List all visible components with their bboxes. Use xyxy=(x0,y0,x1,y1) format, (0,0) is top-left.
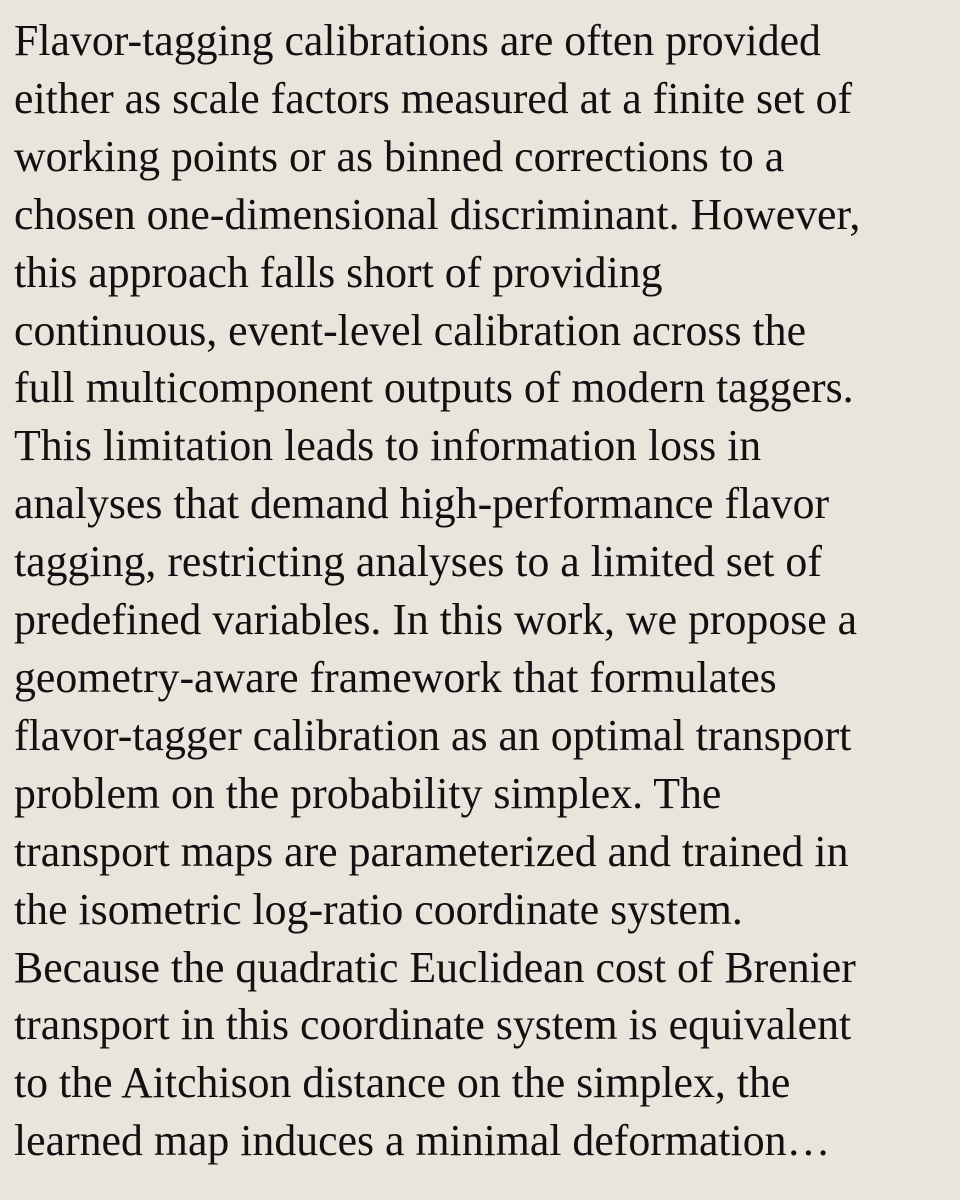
text-line: learned map induces a minimal deformation… xyxy=(14,1116,831,1166)
text-line: Flavor-tagging calibrations are often provided xyxy=(14,16,821,65)
text-line: predefined variables. In this work, we propose a xyxy=(14,595,858,645)
text-line: flavor-tagger calibration as an optimal transport xyxy=(14,710,852,760)
abstract-text-block xyxy=(14,12,954,1170)
text-line: transport maps are parameterized and trained in xyxy=(14,826,849,876)
text-line: geometry-aware framework that formulates xyxy=(14,652,777,702)
text-line: This limitation leads to information loss in xyxy=(14,421,762,471)
text-line: full multicomponent outputs of modern taggers. xyxy=(14,363,854,413)
text-line: the isometric log-ratio coordinate system. xyxy=(14,884,743,934)
text-line: chosen one-dimensional discriminant. However, xyxy=(14,189,861,239)
text-line: problem on the probability simplex. The xyxy=(14,768,722,818)
text-line: to the Aitchison distance on the simplex, the xyxy=(14,1058,791,1108)
text-line: continuous, event-level calibration across the xyxy=(14,305,807,355)
text-line: this approach falls short of providing xyxy=(14,247,663,297)
text-line: tagging, restricting analyses to a limited set of xyxy=(14,537,822,587)
text-line: analyses that demand high-performance flavor xyxy=(14,479,830,529)
text-line: transport in this coordinate system is equivalent xyxy=(14,1000,852,1050)
text-line: either as scale factors measured at a finite set of xyxy=(14,73,853,123)
text-line: Because the quadratic Euclidean cost of Brenier xyxy=(14,942,856,992)
text-line: working points or as binned corrections to a xyxy=(14,131,785,181)
